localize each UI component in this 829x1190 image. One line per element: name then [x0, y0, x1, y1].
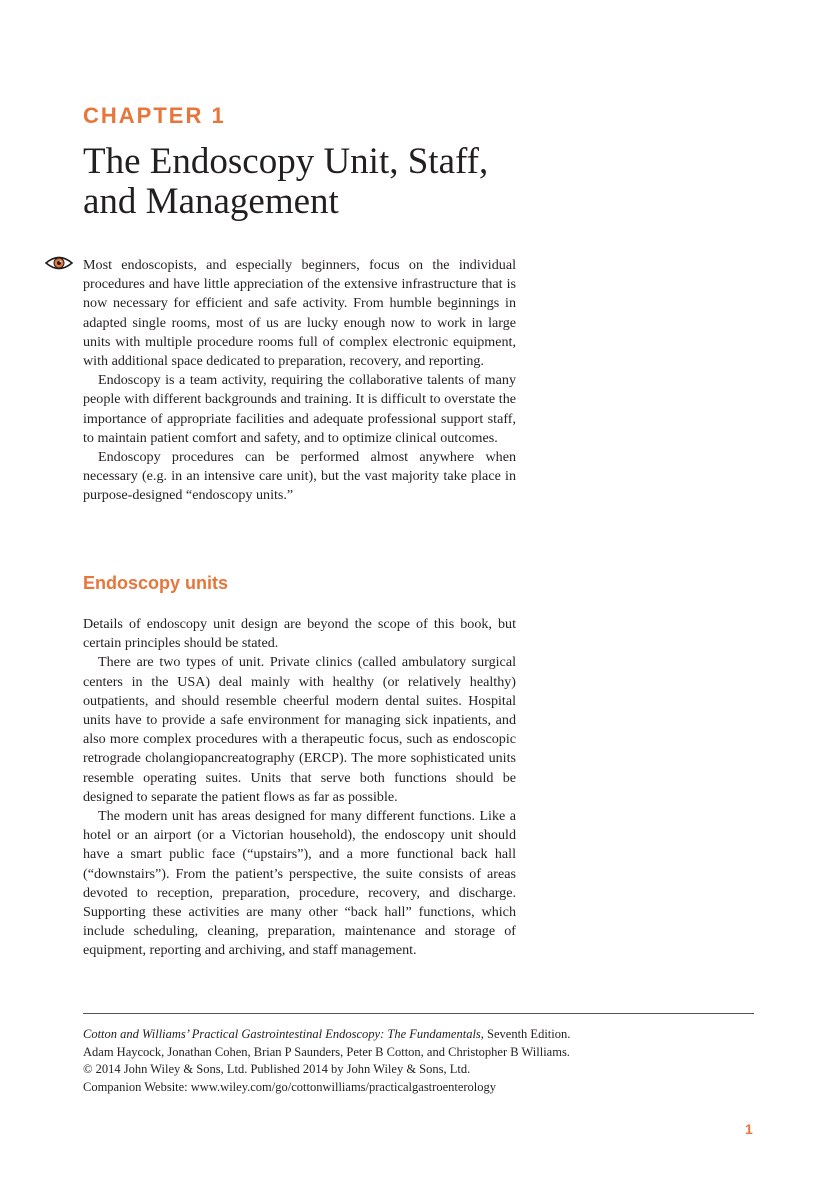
- chapter-title-line-2: and Management: [83, 181, 339, 222]
- intro-paragraph-1: Most endoscopists, and especially beginners, focus on the individual procedures and have little appreciation of the extensive infrastructure that is now necessary for efficient and safe activity. From humble beginnings in adapted single rooms, most of us are lucky enough now to work in large units with multiple procedure rooms full of complex electronic equipment, with additional space dedicated to preparation, recovery, and reporting.: [83, 257, 516, 370]
- footnote-copyright: © 2014 John Wiley & Sons, Ltd. Published 2014 by John Wiley & Sons, Ltd.: [83, 1062, 471, 1077]
- footnote-divider: [83, 1013, 754, 1014]
- footnote-website: Companion Website: www.wiley.com/go/cottonwilliams/practicalgastroenterology: [83, 1079, 497, 1094]
- intro-text: [83, 256, 516, 506]
- intro-paragraph-2: Endoscopy is a team activity, requiring the collaborative talents of many people with different backgrounds and training. It is difficult to overstate the importance of appropriate facilities and adequate professional support staff, to maintain patient comfort and safety, and to optimize clinical outcomes.: [83, 372, 516, 446]
- book-title: Cotton and Williams’ Practical Gastrointestinal Endoscopy: The Fundamentals,: [83, 1027, 484, 1041]
- section-paragraph-2: There are two types of unit. Private clinics (called ambulatory surgical centers in the USA) deal mainly with healthy (or relatively healthy) outpatients, and should resemble cheerful modern dental suites. Hospital units have to provide a safe environment for managing sick inpatients, and also more complex procedures with a therapeutic focus, such as endoscopic retrograde cholangiopancreatography (ERCP). The more sophisticated units resemble operating suites. Units that serve both functions should be designed to separate the patient flows as far as possible.: [83, 654, 516, 805]
- section-heading: Endoscopy units: [83, 573, 229, 593]
- book-edition: Seventh Edition.: [483, 1027, 571, 1041]
- section-paragraph-1: Details of endoscopy unit design are beyond the scope of this book, but certain principles should be stated.: [83, 616, 516, 652]
- footnote-citation: [83, 1026, 763, 1044]
- eye-icon: [45, 255, 73, 271]
- chapter-label: CHAPTER 1: [83, 103, 226, 128]
- page-number: 1: [745, 1121, 753, 1137]
- footnote-authors: Adam Haycock, Jonathan Cohen, Brian P Saunders, Peter B Cotton, and Christopher B Williams.: [83, 1044, 570, 1059]
- footnote: [83, 1026, 763, 1096]
- section-text: [83, 615, 516, 961]
- intro-paragraph-3: Endoscopy procedures can be performed almost anywhere when necessary (e.g. in an intensive care unit), but the vast majority take place in purpose-designed “endoscopy units.”: [83, 449, 516, 504]
- chapter-title: [83, 142, 603, 222]
- section-paragraph-3: The modern unit has areas designed for many different functions. Like a hotel or an airport (or a Victorian household), the endoscopy unit should have a smart public face (“upstairs”), and a more functional back hall (“downstairs”). From the patient’s perspective, the suite consists of areas devoted to reception, preparation, procedure, recovery, and discharge. Supporting these activities are many other “back hall” functions, which include scheduling, cleaning, preparation, maintenance and storage of equipment, reporting and archiving, and staff management.: [83, 808, 516, 959]
- chapter-title-line-1: The Endoscopy Unit, Staff,: [83, 141, 489, 182]
